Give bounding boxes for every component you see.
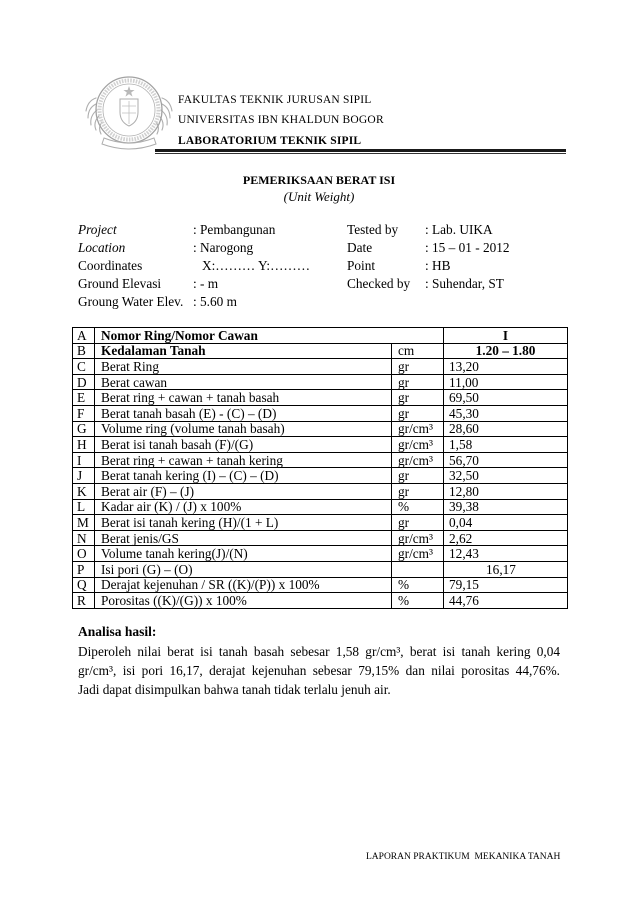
ground-elevation-value: : - m xyxy=(193,276,219,291)
row-code: A xyxy=(73,328,95,344)
row-code: F xyxy=(73,405,95,421)
university-seal-icon xyxy=(84,72,174,154)
row-code: H xyxy=(73,437,95,453)
row-description: Volume ring (volume tanah basah) xyxy=(95,421,392,437)
checked-by-value: : Suhendar, ST xyxy=(425,276,504,291)
row-unit: gr xyxy=(392,483,444,499)
row-value: 12,80 xyxy=(444,483,568,499)
row-value: 2,62 xyxy=(444,530,568,546)
date-label: Date xyxy=(347,240,373,255)
row-value: 1,58 xyxy=(444,437,568,453)
table-row xyxy=(73,437,568,453)
analysis-heading: Analisa hasil: xyxy=(78,624,157,639)
unit-weight-table xyxy=(72,327,568,609)
row-value: 32,50 xyxy=(444,468,568,484)
row-value: 45,30 xyxy=(444,405,568,421)
row-unit: gr/cm³ xyxy=(392,530,444,546)
location-label: Location xyxy=(78,240,126,255)
tested-by-label: Tested by xyxy=(347,222,399,237)
row-value: 12,43 xyxy=(444,546,568,562)
row-code: B xyxy=(73,343,95,359)
checked-by-label: Checked by xyxy=(347,276,411,291)
tested-by-value: : Lab. UIKA xyxy=(425,222,493,237)
table-row xyxy=(73,452,568,468)
row-unit: gr xyxy=(392,359,444,375)
row-description: Berat cawan xyxy=(95,374,392,390)
row-unit: % xyxy=(392,593,444,609)
row-code: K xyxy=(73,483,95,499)
table-row xyxy=(73,468,568,484)
row-unit: gr/cm³ xyxy=(392,546,444,562)
analysis-line: Jadi dapat disimpulkan bahwa tanah tidak terlalu jenuh air. xyxy=(78,682,391,697)
row-unit: gr xyxy=(392,468,444,484)
row-unit: cm xyxy=(392,343,444,359)
ground-water-elevation-value: : 5.60 m xyxy=(193,294,237,309)
page-footer: LAPORAN PRAKTIKUM MEKANIKA TANAH xyxy=(366,852,561,862)
row-unit: gr xyxy=(392,374,444,390)
row-value: 1.20 – 1.80 xyxy=(444,343,568,359)
row-value: 56,70 xyxy=(444,452,568,468)
row-description: Nomor Ring/Nomor Cawan xyxy=(95,328,444,344)
ground-elevation-label: Ground Elevasi xyxy=(78,276,162,291)
coordinates-label: Coordinates xyxy=(78,258,143,273)
row-description: Kedalaman Tanah xyxy=(95,343,392,359)
ground-water-elevation-label: Groung Water Elev. xyxy=(78,294,184,309)
row-description: Berat ring + cawan + tanah kering xyxy=(95,452,392,468)
seal-shield-detail xyxy=(122,101,136,124)
row-code: R xyxy=(73,593,95,609)
row-code: M xyxy=(73,515,95,531)
row-value: 13,20 xyxy=(444,359,568,375)
row-value: 11,00 xyxy=(444,374,568,390)
table-row xyxy=(73,328,568,344)
row-description: Berat tanah basah (E) - (C) – (D) xyxy=(95,405,392,421)
table-row xyxy=(73,577,568,593)
table-row xyxy=(73,359,568,375)
analysis-line: Diperoleh nilai berat isi tanah basah sebesar 1,58 gr/cm³, berat isi tanah kering 0,04 xyxy=(78,644,560,659)
faculty-heading: FAKULTAS TEKNIK JURUSAN SIPIL xyxy=(178,94,372,106)
row-code: D xyxy=(73,374,95,390)
table-row xyxy=(73,593,568,609)
row-description: Berat ring + cawan + tanah basah xyxy=(95,390,392,406)
row-description: Isi pori (G) – (O) xyxy=(95,561,392,577)
header-divider-thin xyxy=(155,153,566,154)
table-row xyxy=(73,421,568,437)
coordinates-value: X:……… Y:……… xyxy=(202,258,310,273)
row-value: 69,50 xyxy=(444,390,568,406)
table-row xyxy=(73,561,568,577)
row-code: P xyxy=(73,561,95,577)
table-row xyxy=(73,374,568,390)
table-row xyxy=(73,515,568,531)
row-unit: gr/cm³ xyxy=(392,421,444,437)
seal-star xyxy=(123,86,134,97)
row-description: Berat isi tanah basah (F)/(G) xyxy=(95,437,392,453)
row-code: C xyxy=(73,359,95,375)
row-unit: % xyxy=(392,499,444,515)
row-value: 44,76 xyxy=(444,593,568,609)
table-row xyxy=(73,483,568,499)
row-description: Derajat kejenuhan / SR ((K)/(P)) x 100% xyxy=(95,577,392,593)
row-unit xyxy=(392,561,444,577)
laboratory-heading: LABORATORIUM TEKNIK SIPIL xyxy=(178,135,362,147)
row-value: I xyxy=(444,328,568,344)
analysis-line: gr/cm³, isi pori 16,17, derajat kejenuhan sebesar 79,15% dan nilai porositas 44,76%. xyxy=(78,663,560,678)
row-description: Kadar air (K) / (J) x 100% xyxy=(95,499,392,515)
row-code: N xyxy=(73,530,95,546)
row-description: Berat tanah kering (I) – (C) – (D) xyxy=(95,468,392,484)
row-description: Porositas ((K)/(G)) x 100% xyxy=(95,593,392,609)
row-description: Berat jenis/GS xyxy=(95,530,392,546)
table-row xyxy=(73,390,568,406)
analysis-paragraph xyxy=(78,642,560,699)
row-code: L xyxy=(73,499,95,515)
row-unit: gr xyxy=(392,390,444,406)
row-value: 39,38 xyxy=(444,499,568,515)
row-description: Berat Ring xyxy=(95,359,392,375)
row-code: J xyxy=(73,468,95,484)
table-body xyxy=(73,328,568,609)
page-subtitle: (Unit Weight) xyxy=(283,189,355,204)
project-value: : Pembangunan xyxy=(193,222,276,237)
row-unit: gr/cm³ xyxy=(392,437,444,453)
row-unit: gr xyxy=(392,405,444,421)
row-value: 0,04 xyxy=(444,515,568,531)
row-code: G xyxy=(73,421,95,437)
point-value: : HB xyxy=(425,258,451,273)
row-description: Berat isi tanah kering (H)/(1 + L) xyxy=(95,515,392,531)
row-code: E xyxy=(73,390,95,406)
row-unit: gr xyxy=(392,515,444,531)
location-value: : Narogong xyxy=(193,240,254,255)
header-divider-thick xyxy=(155,149,566,152)
row-description: Volume tanah kering(J)/(N) xyxy=(95,546,392,562)
row-value: 16,17 xyxy=(444,561,568,577)
row-code: Q xyxy=(73,577,95,593)
date-value: : 15 – 01 - 2012 xyxy=(425,240,510,255)
row-description: Berat air (F) – (J) xyxy=(95,483,392,499)
table-row xyxy=(73,499,568,515)
university-heading: UNIVERSITAS IBN KHALDUN BOGOR xyxy=(178,114,384,126)
table-row xyxy=(73,530,568,546)
table-row xyxy=(73,343,568,359)
row-unit: gr/cm³ xyxy=(392,452,444,468)
page-title: PEMERIKSAAN BERAT ISI xyxy=(242,173,396,187)
point-label: Point xyxy=(347,258,376,273)
row-code: I xyxy=(73,452,95,468)
row-unit: % xyxy=(392,577,444,593)
row-code: O xyxy=(73,546,95,562)
row-value: 79,15 xyxy=(444,577,568,593)
table-row xyxy=(73,405,568,421)
project-label: Project xyxy=(78,222,117,237)
table-row xyxy=(73,546,568,562)
row-value: 28,60 xyxy=(444,421,568,437)
university-seal-graphic xyxy=(84,72,174,154)
